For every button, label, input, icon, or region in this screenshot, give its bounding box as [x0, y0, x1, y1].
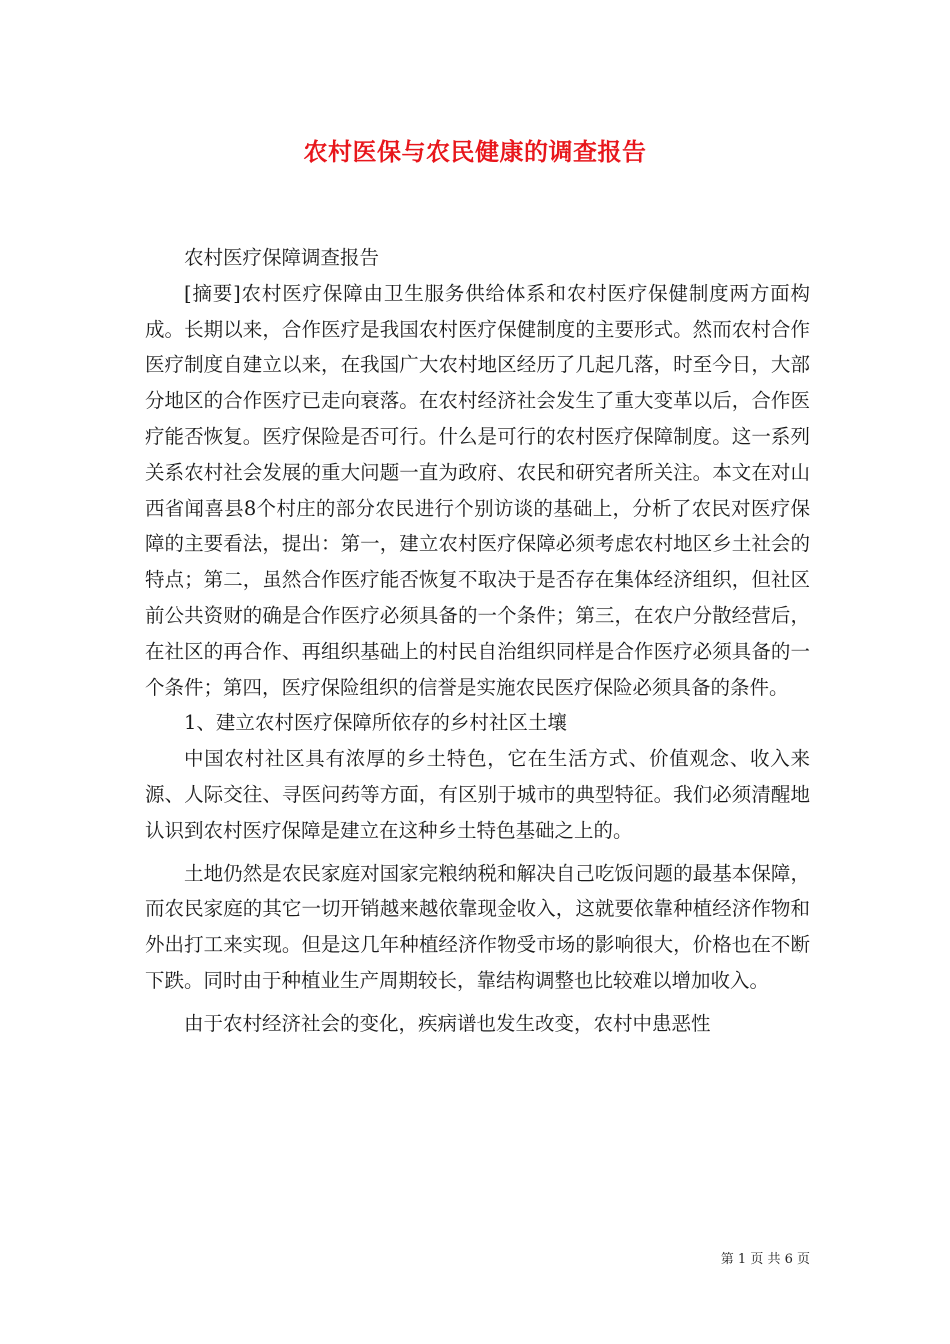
paragraph-subtitle: 农村医疗保障调查报告 [184, 246, 380, 269]
document-body [145, 240, 810, 1042]
document-title: 农村医保与农民健康的调查报告 [303, 137, 647, 166]
page-number: 第 1 页 共 6 页 [720, 1252, 810, 1267]
paragraph-body: 中国农村社区具有浓厚的乡土特色，它在生活方式、价值观念、收入来源、人际交往、寻医问药等方面，有区别于城市的典型特征。我们必须清醒地认识到农村医疗保障是建立在这种乡土特色基础之上的。 [145, 747, 810, 842]
paragraph-body: 由于农村经济社会的变化，疾病谱也发生改变，农村中患恶性 [184, 1011, 711, 1035]
paragraph-body: 土地仍然是农民家庭对国家完粮纳税和解决自己吃饭问题的最基本保障，而农民家庭的其它一切开销越来越依靠现金收入，这就要依靠种植经济作物和外出打工来实现。但是这几年种植经济作物受市场的影响很大，价格也在不断下跌。同时由于种植业生产周期较长，靠结构调整也比较难以增加收入。 [145, 861, 810, 992]
paragraph-section-heading: 1、建立农村医疗保障所依存的乡村社区土壤 [184, 711, 567, 735]
paragraph-abstract: [摘要]农村医疗保障由卫生服务供给体系和农村医疗保健制度两方面构成。长期以来，合作医疗是我国农村医疗保健制度的主要形式。然而农村合作医疗制度自建立以来，在我国广大农村地区经历了几起几落，时至今日，大部分地区的合作医疗已走向衰落。在农村经济社会发生了重大变革以后，合作医疗能否恢复。医疗保险是否可行。什么是可行的农村医疗保障制度。这一系列关系农村社会发展的重大问题一直为政府、农民和研究者所关注。本文在对山西省闻喜县8个村庄的部分农民进行个别访谈的基础上，分析了农民对医疗保障的主要看法，提出：第一，建立农村医疗保障必须考虑农村地区乡土社会的特点；第二，虽然合作医疗能否恢复不取决于是否存在集体经济组织，但社区前公共资财的确是合作医疗必须具备的一个条件；第三，在农户分散经营后，在社区的再合作、再组织基础上的村民自治组织同样是合作医疗必须具备的一个条件；第四，医疗保险组织的信誉是实施农民医疗保险必须具备的条件。 [145, 281, 810, 699]
